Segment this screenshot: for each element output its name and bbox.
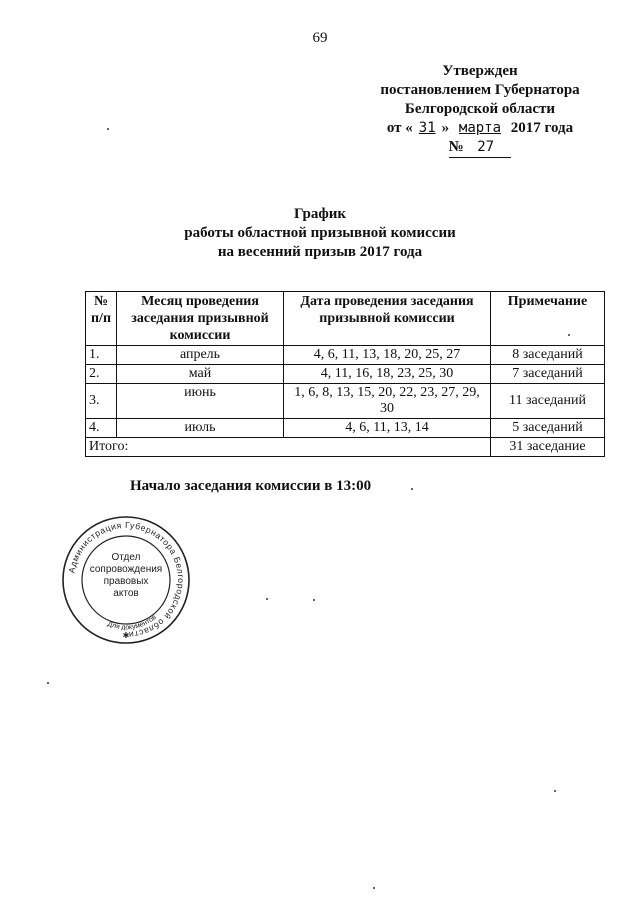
row-dates: 4, 6, 11, 13, 18, 20, 25, 27 [284,346,491,365]
row-dates: 4, 11, 16, 18, 23, 25, 30 [284,365,491,384]
approval-date [360,119,600,138]
total-value: 31 заседание [491,438,605,457]
row-note: 7 заседаний [491,365,605,384]
page-number: 69 [312,30,328,46]
svg-text:Администрация Губернатора Белг: Администрация Губернатора Белгородской области [66,519,187,640]
speck [411,488,413,490]
total-label: Итого: [86,438,491,457]
table-header-row [86,292,605,346]
row-num: 4. [86,419,117,438]
title-line-1: График [293,206,347,222]
table-total-row [86,438,605,457]
svg-text:Для документов: Для документов [106,613,158,632]
row-month: апрель [117,346,284,365]
svg-text:актов: актов [113,588,139,599]
svg-text:сопровождения: сопровождения [89,564,163,575]
row-dates: 1, 6, 8, 13, 15, 20, 22, 23, 27, 29, 30 [284,384,491,419]
row-month: июнь [117,384,284,419]
speck [107,128,109,130]
number-prefix: № [448,139,464,155]
stamp-icon [60,514,192,646]
schedule-table [85,291,605,457]
title-line-2: работы областной призывной комиссии [184,225,456,241]
table-row [86,346,605,365]
start-time-note: Начало заседания комиссии в 13:00 [130,478,372,494]
approval-block [360,62,600,158]
speck [266,598,268,600]
table-row [86,384,605,419]
header-num: № п/п [86,292,117,346]
approval-line-3: Белгородской области [404,101,556,117]
date-prefix: от « [386,120,413,136]
number-value: 27 [477,139,495,155]
header-month: Месяц проведения заседания призывной комиссии [117,292,284,346]
approval-line-2: постановлением Губернатора [380,82,580,98]
header-note: Примечание [491,292,605,346]
speck [554,790,556,792]
row-dates: 4, 6, 11, 13, 14 [284,419,491,438]
date-month: марта [458,120,502,136]
title-line-3: на весенний призыв 2017 года [217,244,423,260]
date-day: 31 [418,120,436,136]
row-num: 1. [86,346,117,365]
speck [568,334,570,336]
row-note: 5 заседаний [491,419,605,438]
table-row [86,419,605,438]
table-row [86,365,605,384]
date-suffix: 2017 года [510,120,574,136]
svg-text:✱: ✱ [122,631,130,640]
row-num: 2. [86,365,117,384]
row-note: 8 заседаний [491,346,605,365]
approval-number [360,138,600,158]
svg-text:Отдел: Отдел [111,552,141,563]
row-num: 3. [86,384,117,419]
approval-line-1: Утвержден [442,63,518,79]
date-mid: » [441,120,450,136]
row-month: июль [117,419,284,438]
official-stamp [60,514,192,646]
svg-text:правовых: правовых [103,576,149,587]
speck [47,682,49,684]
document-title [0,205,640,262]
speck [313,599,315,601]
row-note: 11 заседаний [491,384,605,419]
header-dates: Дата проведения заседания призывной комиссии [284,292,491,346]
row-month: май [117,365,284,384]
speck [373,887,375,889]
